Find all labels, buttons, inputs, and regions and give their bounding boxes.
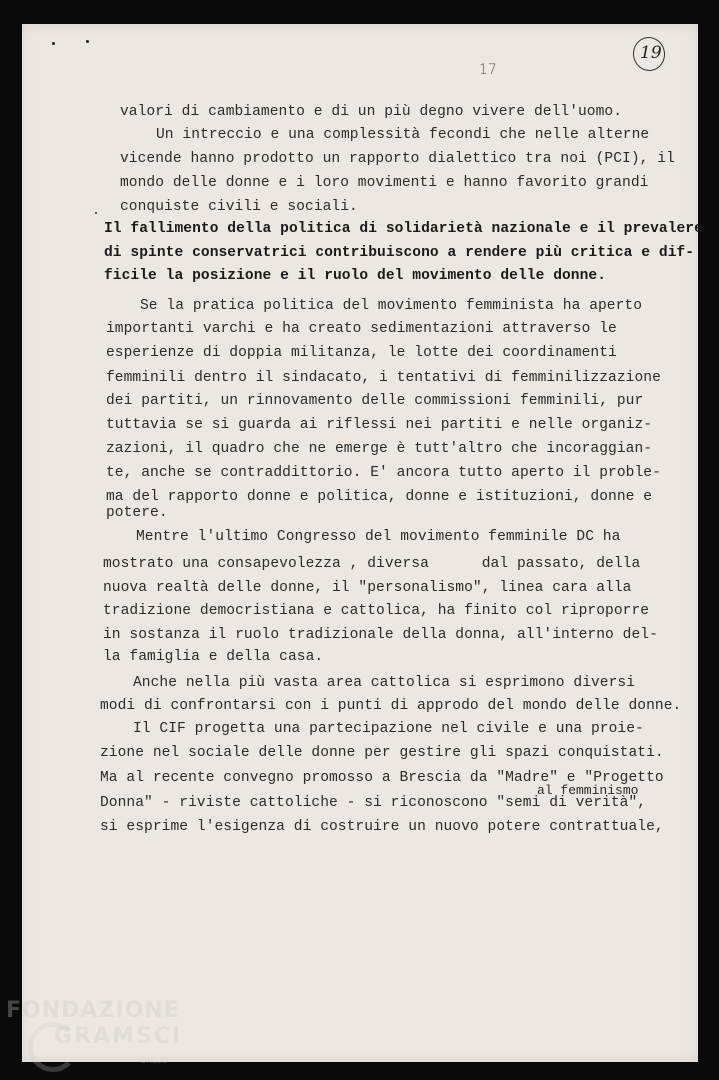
text-line: Ma al recente convegno promosso a Brescia da "Madre" e "Progetto bbox=[100, 770, 664, 786]
text-line: mostrato una consapevolezza , diversa dal passato, della bbox=[103, 556, 641, 572]
watermark-line2: GRAMSCI bbox=[54, 1024, 183, 1049]
text-line: femminili dentro il sindacato, i tentativi di femminilizzazione bbox=[106, 370, 661, 386]
folio-number: 19 bbox=[640, 43, 662, 63]
text-line: di spinte conservatrici contribuiscono a rendere più critica e dif- bbox=[104, 245, 695, 261]
text-line: tradizione democristiana e cattolica, ha finito col riproporre bbox=[103, 603, 650, 619]
paper-speck bbox=[86, 40, 89, 43]
text-line: Il fallimento della politica di solidarietà nazionale e il prevalere bbox=[104, 221, 703, 237]
watermark bbox=[6, 1000, 182, 1048]
watermark-line1: FONDAZIONE bbox=[6, 998, 180, 1023]
text-line: ma del rapporto donne e politica, donne e istituzioni, donne e bbox=[106, 489, 653, 505]
text-line: valori di cambiamento e di un più degno vivere dell'uomo. bbox=[120, 104, 623, 120]
paper-speck bbox=[52, 42, 55, 45]
text-line: dei partiti, un rinnovamento delle commissioni femminili, pur bbox=[106, 393, 644, 409]
page-number: 17 bbox=[479, 62, 497, 78]
text-line: Mentre l'ultimo Congresso del movimento femminile DC ha bbox=[136, 529, 621, 545]
text-line: conquiste civili e sociali. bbox=[120, 199, 358, 215]
text-line: importanti varchi e ha creato sedimentazioni attraverso le bbox=[106, 321, 617, 337]
watermark-small: ONLUS bbox=[140, 1056, 168, 1065]
text-line: Il CIF progetta una partecipazione nel civile e una proie- bbox=[133, 721, 644, 737]
text-line: modi di confrontarsi con i punti di approdo del mondo delle donne. bbox=[100, 698, 682, 714]
text-line: esperienze di doppia militanza, le lotte dei coordinamenti bbox=[106, 345, 617, 361]
text-line: tuttavia se si guarda ai riflessi nei partiti e nelle organiz- bbox=[106, 417, 653, 433]
text-line: te, anche se contraddittorio. E' ancora tutto aperto il proble- bbox=[106, 465, 661, 481]
text-line: Se la pratica politica del movimento femminista ha aperto bbox=[140, 298, 643, 314]
text-line: nuova realtà delle donne, il "personalismo", linea cara alla bbox=[103, 580, 632, 596]
text-line: Anche nella più vasta area cattolica si esprimono diversi bbox=[133, 675, 636, 691]
interlinear-insert: al femminismo bbox=[537, 783, 639, 798]
text-line: si esprime l'esigenza di costruire un nuovo potere contrattuale, bbox=[100, 819, 664, 835]
text-line: ficile la posizione e il ruolo del movimento delle donne. bbox=[104, 268, 607, 284]
text-line: mondo delle donne e i loro movimenti e hanno favorito grandi bbox=[120, 175, 649, 191]
text-line: Un intreccio e una complessità fecondi che nelle alterne bbox=[156, 127, 650, 143]
text-line: in sostanza il ruolo tradizionale della donna, all'interno del- bbox=[103, 627, 658, 643]
text-line: zione nel sociale delle donne per gestire gli spazi conquistati. bbox=[100, 745, 664, 761]
paper-speck bbox=[95, 212, 97, 214]
text-line: la famiglia e della casa. bbox=[103, 649, 324, 665]
text-line: potere. bbox=[106, 505, 168, 521]
text-line: zazioni, il quadro che ne emerge è tutt'altro che incoraggian- bbox=[106, 441, 653, 457]
text-line: Donna" - riviste cattoliche - si riconoscono "semi di verità", bbox=[100, 795, 647, 811]
text-line: vicende hanno prodotto un rapporto dialettico tra noi (PCI), il bbox=[120, 151, 675, 167]
